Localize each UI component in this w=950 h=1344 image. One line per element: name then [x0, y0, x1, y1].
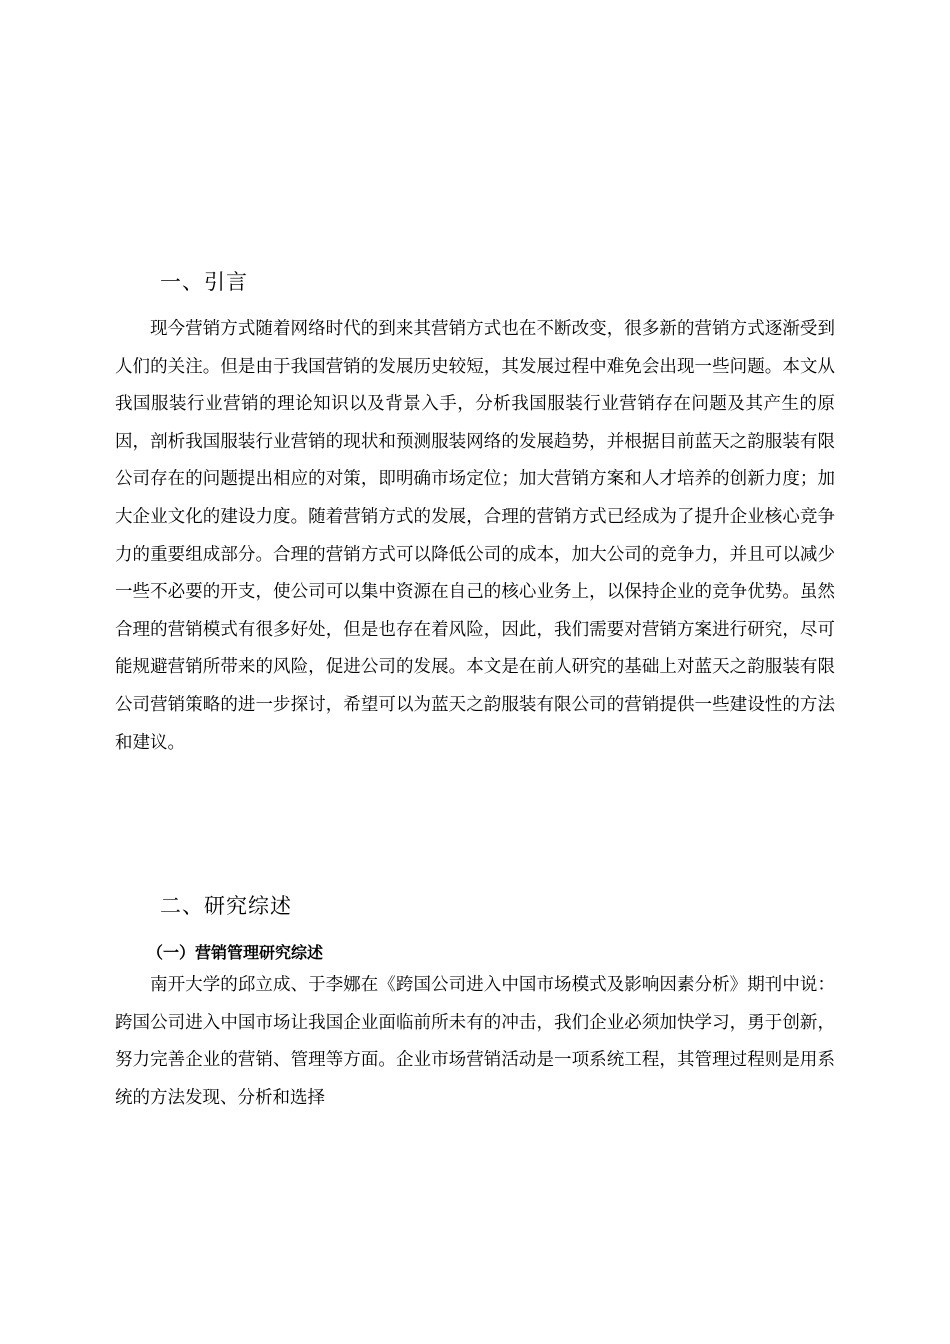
research-review-paragraph: 南开大学的邱立成、于李娜在《跨国公司进入中国市场模式及影响因素分析》期刊中说：跨国公司进入中国市场让我国企业面临前所未有的冲击，我们企业必须加快学习，勇于创新，努力完善企业的营销、管理等方面。企业市场营销活动是一项系统工程，其管理过程则是用系统的方法发现、分析和选择: [115, 975, 835, 1108]
section-heading-research-review: 二、研究综述: [160, 894, 292, 918]
subsection-heading-marketing-management: （一）营销管理研究综述: [147, 943, 324, 962]
section-heading-introduction: 一、引言: [160, 270, 248, 294]
introduction-paragraph: 现今营销方式随着网络时代的到来其营销方式也在不断改变，很多新的营销方式逐渐受到人们的关注。但是由于我国营销的发展历史较短，其发展过程中难免会出现一些问题。本文从我国服装行业营销的理论知识以及背景入手，分析我国服装行业营销存在问题及其产生的原因，剖析我国服装行业营销的现状和预测服装网络的发展趋势，并根据目前蓝天之韵服装有限公司存在的问题提出相应的对策，即明确市场定位；加大营销方案和人才培养的创新力度；加大企业文化的建设力度。随着营销方式的发展，合理的营销方式已经成为了提升企业核心竞争力的重要组成部分。合理的营销方式可以降低公司的成本，加大公司的竞争力，并且可以减少一些不必要的开支，使公司可以集中资源在自己的核心业务上，以保持企业的竞争优势。虽然合理的营销模式有很多好处，但是也存在着风险，因此，我们需要对营销方案进行研究，尽可能规避营销所带来的风险，促进公司的发展。本文是在前人研究的基础上对蓝天之韵服装有限公司营销策略的进一步探讨，希望可以为蓝天之韵服装有限公司的营销提供一些建设性的方法和建议。: [115, 319, 835, 753]
